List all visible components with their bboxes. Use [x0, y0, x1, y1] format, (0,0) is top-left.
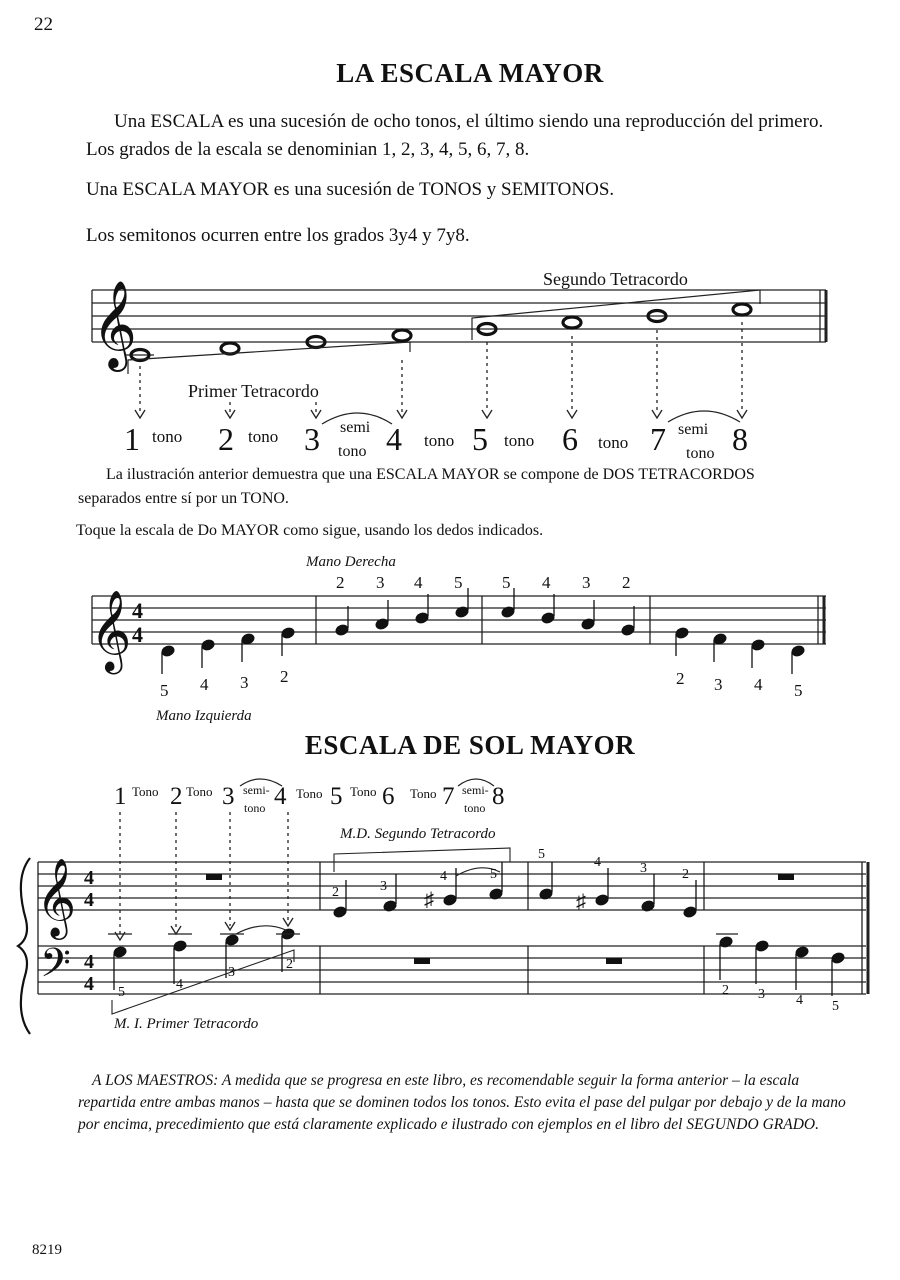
rh-finger-2: 3	[376, 573, 385, 592]
tetrachord-2-label: Segundo Tetracordo	[543, 269, 688, 289]
bass-end-finger-4: 5	[832, 999, 839, 1014]
semi-7-8-top: semi	[678, 421, 709, 438]
md-tetracordo-label: M.D. Segundo Tetracordo	[340, 826, 496, 842]
rh-finger-3: 4	[414, 573, 423, 592]
treble-finger-3: 4	[440, 869, 447, 884]
g-semi-top-1: semi-	[243, 783, 270, 797]
whole-rest-bass-2	[606, 958, 622, 964]
ts-treble-top: 4	[84, 867, 94, 889]
treble-clef-icon: 𝄞	[90, 593, 132, 670]
whole-rest-treble	[206, 874, 222, 880]
semi-3-4-top: semi	[340, 419, 371, 436]
tetrachord-1-label: Primer Tetracordo	[188, 381, 319, 401]
treble-finger-5: 5	[538, 847, 545, 862]
g-semi-bottom-1: tono	[244, 801, 266, 815]
rh-finger-7: 3	[582, 573, 591, 592]
lh-finger-1: 5	[160, 681, 169, 700]
g-step-5: Tono	[350, 784, 377, 799]
degree-6: 6	[562, 421, 578, 457]
treble-clef-icon: 𝄞	[36, 859, 77, 935]
lh-finger-3: 3	[240, 673, 249, 692]
page-number: 22	[34, 14, 53, 35]
step-5-6: tono	[504, 431, 535, 450]
degree-3: 3	[304, 421, 320, 457]
ts-bass-bottom: 4	[84, 973, 94, 995]
sharp-icon-2: ♯	[576, 891, 586, 913]
lh-end-finger-2: 3	[714, 675, 723, 694]
bass-finger-3: 3	[228, 965, 235, 980]
paragraph-toque-escala: Toque la escala de Do MAYOR como sigue, usando los dedos indicados.	[76, 522, 544, 539]
mi-tetracordo-label: M. I. Primer Tetracordo	[114, 1016, 259, 1032]
right-hand-notes	[335, 588, 635, 636]
note-a	[563, 317, 581, 328]
g-major-grand-staff	[0, 815, 900, 1035]
rh-finger-4: 5	[454, 573, 463, 592]
g-degree-2: 2	[170, 783, 183, 810]
treble-finger-6: 4	[594, 855, 601, 870]
sharp-icon: ♯	[424, 889, 434, 911]
time-sig-bottom: 4	[132, 622, 143, 647]
degree-7: 7	[650, 421, 666, 457]
step-2-3: tono	[248, 427, 279, 446]
rh-finger-8: 2	[622, 573, 631, 592]
staff-lines	[92, 290, 826, 342]
degree-5: 5	[472, 421, 488, 457]
step-4-5: tono	[424, 431, 455, 450]
semi-7-8-bottom: tono	[686, 445, 715, 462]
paragraph-tetracordos: La ilustración anterior demuestra que una ESCALA MAYOR se compone de DOS TETRACORDOS separados entre sí por un TONO.	[78, 466, 755, 507]
treble-finger-7: 3	[640, 861, 647, 876]
lh-finger-4: 2	[280, 667, 289, 686]
lh-end-finger-4: 5	[794, 681, 803, 700]
g-degree-4: 4	[274, 783, 287, 810]
rh-finger-5: 5	[502, 573, 511, 592]
left-hand-notes-end	[675, 627, 805, 674]
degree-1: 1	[124, 421, 140, 457]
rh-finger-6: 4	[542, 573, 551, 592]
bass-finger-2: 4	[176, 977, 183, 992]
degree-4: 4	[386, 421, 402, 457]
bass-end-finger-3: 4	[796, 993, 803, 1008]
step-1-2: tono	[152, 427, 183, 446]
teacher-note: A LOS MAESTROS: A medida que se progresa en este libro, es recomendable seguir la forma anterior – la escala repartida entre ambas manos – hasta que se dominen todos los tonos. Esto evita el pase del pulgar por debajo y de la mano por encima, precedimiento que está claramente explicado e ilustrado con ejemplos en el libro del SEGUNDO GRADO.	[78, 1072, 846, 1133]
semi-3-4-bottom: tono	[338, 443, 367, 460]
bass-clef-icon: 𝄢	[40, 942, 71, 995]
paragraph-escala-definition: Una ESCALA es una sucesión de ocho tonos, el último siendo una reproducción del primero. Los grados de la escala se denominian 1, 2, 3, 4, 5, 6, 7, 8.	[86, 111, 824, 160]
note-d	[221, 343, 239, 354]
c-major-fingering-staff	[0, 548, 900, 728]
treble-finger-4: 5	[490, 867, 497, 882]
tetrachord-2-bracket	[472, 290, 760, 340]
g-semi-bottom-2: tono	[464, 801, 486, 815]
note-f	[393, 330, 411, 341]
c-major-degrees-row	[0, 415, 900, 465]
g-degree-8: 8	[492, 783, 505, 810]
left-hand-label: Mano Izquierda	[156, 708, 252, 724]
rh-finger-1: 2	[336, 573, 345, 592]
g-degree-5: 5	[330, 783, 343, 810]
g-step-1: Tono	[132, 784, 159, 799]
g-degree-7: 7	[442, 783, 455, 810]
bass-end-finger-1: 2	[722, 983, 729, 998]
g-semi-top-2: semi-	[462, 783, 489, 797]
degree-8: 8	[732, 421, 748, 457]
degree-2: 2	[218, 421, 234, 457]
ts-treble-bottom: 4	[84, 889, 94, 911]
lh-finger-2: 4	[200, 675, 209, 694]
g-step-4: Tono	[296, 786, 323, 801]
paragraph-escala-mayor: Una ESCALA MAYOR es una sucesión de TONOS y SEMITONOS.	[86, 179, 615, 200]
time-sig-top: 4	[132, 598, 143, 623]
paragraph-semitonos: Los semitonos ocurren entre los grados 3y4 y 7y8.	[86, 225, 470, 246]
treble-finger-2: 3	[380, 879, 387, 894]
lh-end-finger-1: 2	[676, 669, 685, 688]
ts-bass-top: 4	[84, 951, 94, 973]
bass-end-finger-2: 3	[758, 987, 765, 1002]
g-degree-1: 1	[114, 783, 127, 810]
step-6-7: tono	[598, 433, 629, 452]
brace-icon	[18, 858, 30, 1034]
bass-finger-4: 2	[286, 957, 293, 972]
whole-notes	[131, 304, 751, 361]
treble-finger-1: 2	[332, 885, 339, 900]
bass-notes-end	[719, 936, 845, 996]
treble-clef-icon: 𝄞	[92, 283, 137, 367]
title-escala-mayor: LA ESCALA MAYOR	[336, 58, 604, 88]
lh-end-finger-3: 4	[754, 675, 763, 694]
g-step-6: Tono	[410, 786, 437, 801]
whole-rest-bass-1	[414, 958, 430, 964]
right-hand-label: Mano Derecha	[306, 554, 396, 570]
g-degree-3: 3	[222, 783, 235, 810]
note-c-high	[733, 304, 751, 315]
catalog-code: 8219	[32, 1242, 62, 1258]
g-step-2: Tono	[186, 784, 213, 799]
treble-finger-8: 2	[682, 867, 689, 882]
g-degree-6: 6	[382, 783, 395, 810]
title-escala-sol-mayor: ESCALA DE SOL MAYOR	[304, 730, 636, 760]
tetrachord-1-bracket	[128, 342, 410, 374]
bass-finger-1: 5	[118, 985, 125, 1000]
g-major-degrees-row	[0, 770, 900, 820]
left-hand-notes-start	[161, 627, 295, 674]
whole-rest-treble-end	[778, 874, 794, 880]
